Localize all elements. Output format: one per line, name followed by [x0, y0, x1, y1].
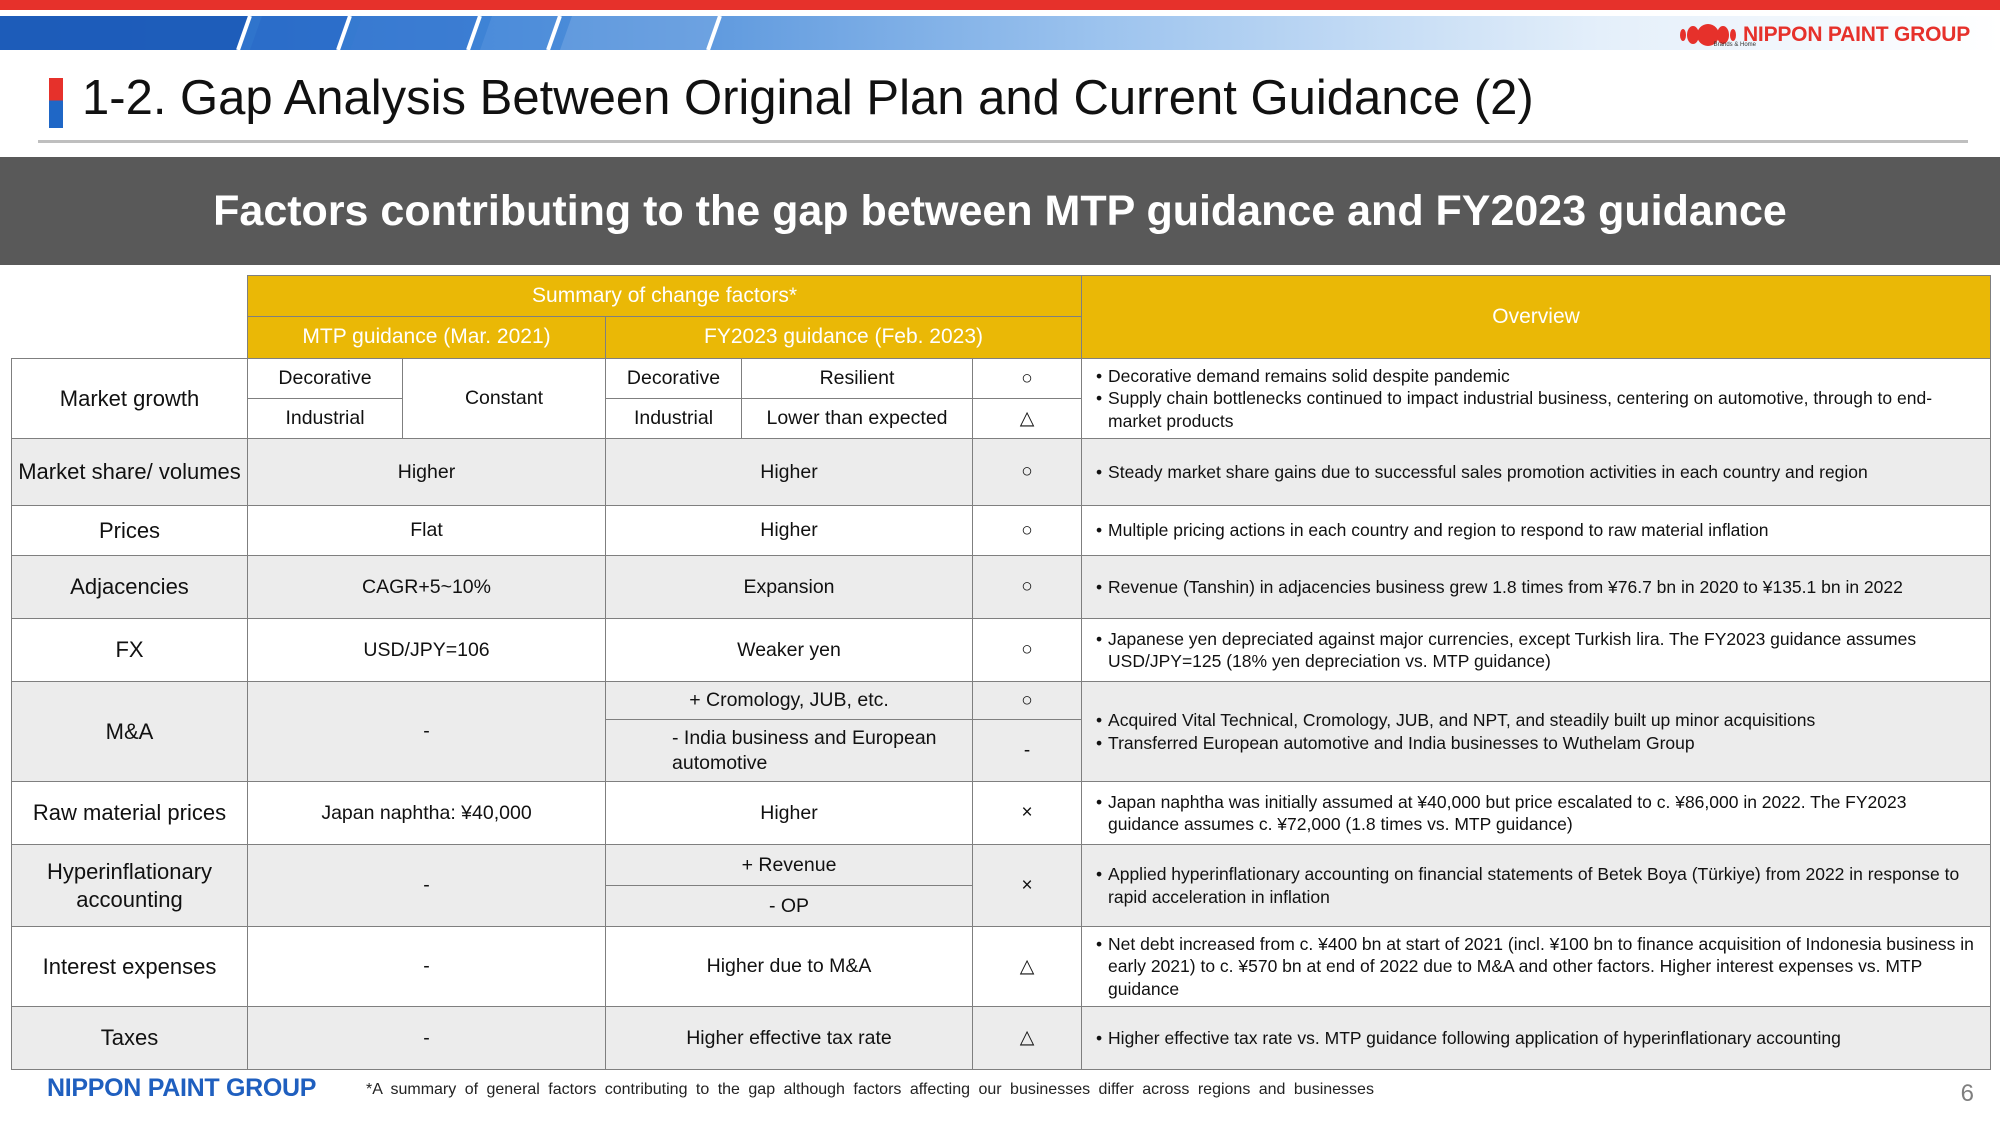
symbol-fx: ○ [973, 619, 1082, 682]
fy-hyperinflation-op: - OP [606, 886, 973, 927]
overview-bullet: • Japan naphtha was initially assumed at ¥40,000 but price escalated to c. ¥86,000 in 2022. The FY2023 guidance assumes c. ¥72,000 (1.8 times vs. MTP guidance) [1096, 791, 1982, 836]
overview-bullet: • Acquired Vital Technical, Cromology, JUB, and NPT, and steadily built up minor acquisitions [1096, 709, 1982, 731]
symbol-raw-material: × [973, 782, 1082, 845]
overview-taxes [1082, 1007, 1991, 1070]
header-blank [12, 317, 248, 359]
symbol-industrial: △ [973, 399, 1082, 439]
footnote: *A summary of general factors contributing to the gap although factors affecting our businesses differ across regions and businesses [366, 1081, 1374, 1098]
header-fy2023: FY2023 guidance (Feb. 2023) [606, 317, 1082, 359]
overview-bullet: • Japanese yen depreciated against major currencies, except Turkish lira. The FY2023 guidance assumes USD/JPY=125 (18% yen depreciation vs. MTP guidance) [1096, 628, 1982, 673]
overview-market-growth [1082, 359, 1991, 439]
mtp-adjacencies: CAGR+5~10% [248, 556, 606, 619]
title-marker [49, 78, 63, 128]
fy-industrial-label: Industrial [606, 399, 742, 439]
mtp-interest: - [248, 927, 606, 1007]
gap-factors-table [11, 275, 1991, 1070]
overview-fx [1082, 619, 1991, 682]
section-banner [0, 157, 2000, 265]
overview-bullet: • Supply chain bottlenecks continued to impact industrial business, centering on automotive, through to end-market products [1096, 387, 1982, 432]
overview-interest [1082, 927, 1991, 1007]
overview-bullet: • Net debt increased from c. ¥400 bn at start of 2021 (incl. ¥100 bn to finance acquisition of Indonesia business in early 2021) to c. ¥570 bn at end of 2022 due to M&A and other factors. Higher interest expenses vs. MTP guidance [1096, 933, 1982, 1000]
fy-interest: Higher due to M&A [606, 927, 973, 1007]
overview-ma [1082, 682, 1991, 782]
overview-market-share [1082, 439, 1991, 506]
row-label-ma: M&A [12, 682, 248, 782]
brand-name-top: NIPPON PAINT GROUP [1742, 23, 1970, 46]
fy-taxes: Higher effective tax rate [606, 1007, 973, 1070]
mtp-taxes: - [248, 1007, 606, 1070]
mtp-hyperinflation: - [248, 845, 606, 927]
table-row-hyperinflation [12, 845, 1991, 886]
row-label-interest: Interest expenses [12, 927, 248, 1007]
symbol-market-share: ○ [973, 439, 1082, 506]
table-row-adjacencies [12, 556, 1991, 619]
page-number: 6 [1960, 1080, 1974, 1107]
overview-prices [1082, 506, 1991, 556]
fy-ma-minus: - India business and European automotive [606, 720, 973, 782]
brand-logo-bottom: NIPPON PAINT GROUP [47, 1074, 317, 1102]
row-label-market-share: Market share/ volumes [12, 439, 248, 506]
mtp-market-share: Higher [248, 439, 606, 506]
table-row-ma [12, 682, 1991, 720]
mtp-industrial-label: Industrial [248, 399, 403, 439]
symbol-ma-minus: - [973, 720, 1082, 782]
fy-prices: Higher [606, 506, 973, 556]
row-label-taxes: Taxes [12, 1007, 248, 1070]
overview-adjacencies [1082, 556, 1991, 619]
header-mtp: MTP guidance (Mar. 2021) [248, 317, 606, 359]
mtp-raw-material: Japan naphtha: ¥40,000 [248, 782, 606, 845]
header-overview: Overview [1082, 276, 1991, 359]
mtp-prices: Flat [248, 506, 606, 556]
fy-market-share: Higher [606, 439, 973, 506]
table-row-prices [12, 506, 1991, 556]
symbol-taxes: △ [973, 1007, 1082, 1070]
table-row-raw-material [12, 782, 1991, 845]
overview-raw-material [1082, 782, 1991, 845]
overview-bullet: • Higher effective tax rate vs. MTP guidance following application of hyperinflationary accounting [1096, 1027, 1982, 1049]
table-row-taxes [12, 1007, 1991, 1070]
symbol-interest: △ [973, 927, 1082, 1007]
symbol-adjacencies: ○ [973, 556, 1082, 619]
row-label-market-growth: Market growth [12, 359, 248, 439]
slide-title: 1-2. Gap Analysis Between Original Plan and Current Guidance (2) [82, 71, 1534, 125]
mtp-ma: - [248, 682, 606, 782]
fy-raw-material: Higher [606, 782, 973, 845]
fy-decorative-label: Decorative [606, 359, 742, 399]
symbol-prices: ○ [973, 506, 1082, 556]
title-divider [38, 140, 1968, 143]
overview-bullet: • Multiple pricing actions in each country and region to respond to raw material inflation [1096, 519, 1982, 541]
header-row-1 [12, 276, 1991, 317]
brand-tagline: Brands & Home [1713, 42, 1756, 48]
fy-ma-plus: + Cromology, JUB, etc. [606, 682, 973, 720]
row-label-raw-material: Raw material prices [12, 782, 248, 845]
row-label-prices: Prices [12, 506, 248, 556]
table-row-market-share [12, 439, 1991, 506]
table-row-fx [12, 619, 1991, 682]
mtp-fx: USD/JPY=106 [248, 619, 606, 682]
fy-fx: Weaker yen [606, 619, 973, 682]
overview-bullet: • Revenue (Tanshin) in adjacencies business grew 1.8 times from ¥76.7 bn in 2020 to ¥135.1 bn in 2022 [1096, 576, 1982, 598]
row-label-fx: FX [12, 619, 248, 682]
header-summary: Summary of change factors* [248, 276, 1082, 317]
row-label-hyperinflation: Hyperinflationary accounting [12, 845, 248, 927]
row-label-adjacencies: Adjacencies [12, 556, 248, 619]
overview-hyperinflation [1082, 845, 1991, 927]
mtp-market-growth-value: Constant [403, 359, 606, 439]
section-banner-text: Factors contributing to the gap between MTP guidance and FY2023 guidance [213, 186, 1787, 235]
overview-bullet: • Steady market share gains due to successful sales promotion activities in each country and region [1096, 461, 1982, 483]
symbol-hyperinflation: × [973, 845, 1082, 927]
table-row-interest [12, 927, 1991, 1007]
fy-adjacencies: Expansion [606, 556, 973, 619]
overview-bullet: • Transferred European automotive and India businesses to Wuthelam Group [1096, 732, 1982, 754]
overview-bullet: • Decorative demand remains solid despite pandemic [1096, 365, 1982, 387]
fy-decorative-value: Resilient [742, 359, 973, 399]
table-row-market-growth [12, 359, 1991, 399]
overview-bullet: • Applied hyperinflationary accounting on financial statements of Betek Boya (Türkiye) from 2022 in response to rapid acceleration in inflation [1096, 863, 1982, 908]
header-blank [12, 276, 248, 317]
fy-industrial-value: Lower than expected [742, 399, 973, 439]
symbol-decorative: ○ [973, 359, 1082, 399]
top-red-stripe [0, 0, 2000, 10]
fy-hyperinflation-revenue: + Revenue [606, 845, 973, 886]
symbol-ma-plus: ○ [973, 682, 1082, 720]
mtp-decorative-label: Decorative [248, 359, 403, 399]
